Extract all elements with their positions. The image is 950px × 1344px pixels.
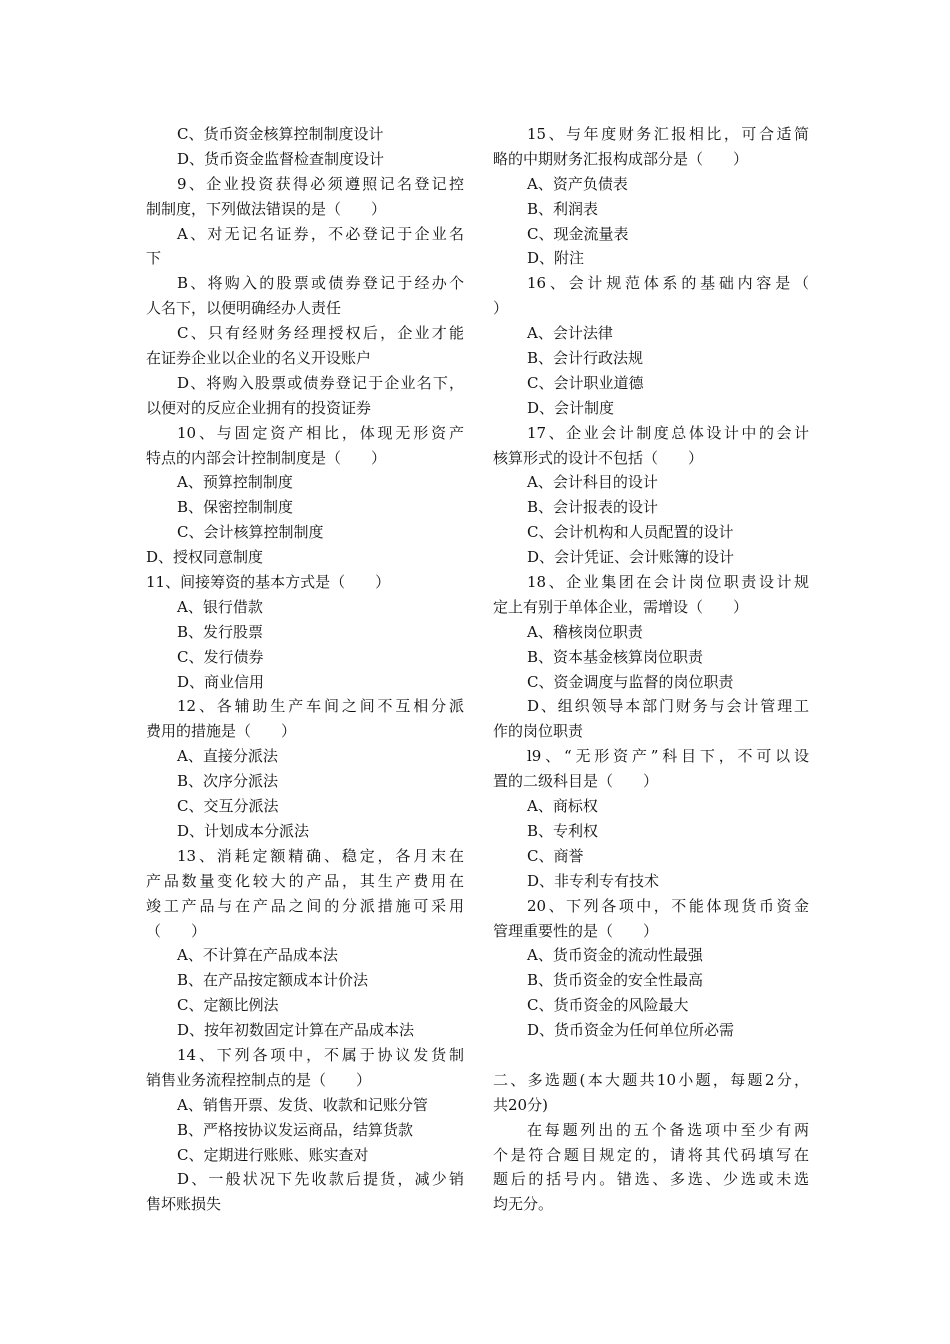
text-line: C、交互分派法 xyxy=(177,797,279,816)
text-line: B、将购入的股票或债券登记于经办个 xyxy=(177,274,464,293)
text-line: D、会计制度 xyxy=(527,398,615,417)
text-line: B、专利权 xyxy=(527,821,599,840)
text-line: B、在产品按定额成本计价法 xyxy=(177,971,369,990)
blank-line xyxy=(493,1043,809,1068)
text-line: 均无分。 xyxy=(493,1195,554,1214)
text-line: D、将购入股票或债券登记于企业名下， xyxy=(177,373,464,392)
text-line: l9、“无形资产”科目下，不可以设 xyxy=(527,747,809,766)
text-line: A、银行借款 xyxy=(177,597,263,616)
text-line: 略的中期财务汇报构成部分是（ ） xyxy=(493,149,749,168)
text-line: D、附注 xyxy=(527,249,585,268)
text-line: A、稽核岗位职责 xyxy=(527,622,643,641)
text-line: A、对无记名证券，不必登记于企业名 xyxy=(177,224,464,243)
text-line: D、组织领导本部门财务与会计管理工 xyxy=(527,697,809,716)
text-line: A、直接分派法 xyxy=(177,747,278,766)
text-line: B、发行股票 xyxy=(177,622,264,641)
text-line: C、会计机构和人员配置的设计 xyxy=(527,523,734,542)
text-line: C、定额比例法 xyxy=(177,996,279,1015)
text-line: A、货币资金的流动性最强 xyxy=(527,946,703,965)
text-line: 在证券企业以企业的名义开设账户 xyxy=(146,349,372,368)
right-column xyxy=(493,122,809,1217)
text-line: C、货币资金的风险最大 xyxy=(527,996,689,1015)
text-line: C、只有经财务经理授权后，企业才能 xyxy=(177,324,464,343)
text-line: A、资产负债表 xyxy=(527,174,628,193)
text-line: B、严格按协议发运商品，结算货款 xyxy=(177,1120,414,1139)
text-line: 核算形式的设计不包括（ ） xyxy=(493,448,704,467)
text-line: 销售业务流程控制点的是（ ） xyxy=(146,1070,372,1089)
text-line: C、现金流量表 xyxy=(527,224,629,243)
text-line: 人名下，以便明确经办人责任 xyxy=(146,299,342,318)
text-line: D、非专利专有技术 xyxy=(527,871,660,890)
text-line: D、按年初数固定计算在产品成本法 xyxy=(177,1021,415,1040)
text-line: B、会计行政法规 xyxy=(527,349,644,368)
text-line: 特点的内部会计控制制度是（ ） xyxy=(146,448,387,467)
text-line: D、货币资金为任何单位所必需 xyxy=(527,1021,735,1040)
text-line: 置的二级科目是（ ） xyxy=(493,772,659,791)
text-line: 9、企业投资获得必须遵照记名登记控 xyxy=(177,174,464,193)
text-line: 管理重要性的是（ ） xyxy=(493,921,659,940)
text-line: 16、会计规范体系的基础内容是（ xyxy=(527,274,809,293)
text-line: 以便对的反应企业拥有的投资证券 xyxy=(146,398,372,417)
text-line: 定上有别于单体企业，需增设（ ） xyxy=(493,597,749,616)
text-line: 竣工产品与在产品之间的分派措施可采用 xyxy=(146,896,464,915)
text-line: 在每题列出的五个备选项中至少有两 xyxy=(527,1120,809,1139)
text-line: 20、下列各项中，不能体现货币资金 xyxy=(527,896,809,915)
text-line: 14、下列各项中，不属于协议发货制 xyxy=(177,1045,464,1064)
text-line: 18、企业集团在会计岗位职责设计规 xyxy=(527,573,809,592)
text-line: D、会计凭证、会计账簿的设计 xyxy=(527,548,735,567)
text-line: A、会计科目的设计 xyxy=(527,473,658,492)
text-line: 二、多选题(本大题共10小题，每题2分， xyxy=(493,1070,809,1089)
text-line: 11、间接筹资的基本方式是（ ） xyxy=(146,573,391,592)
text-line: 题后的括号内。错选、多选、少选或未选 xyxy=(493,1170,809,1189)
text-line: （ ） xyxy=(146,921,207,940)
text-line: C、商誉 xyxy=(527,846,584,865)
text-line: A、会计法律 xyxy=(527,324,613,343)
text-line: D、计划成本分派法 xyxy=(177,821,310,840)
text-line: C、货币资金核算控制制度设计 xyxy=(177,125,384,143)
text-line: 费用的措施是（ ） xyxy=(146,722,297,741)
text-line: A、不计算在产品成本法 xyxy=(177,946,338,965)
text-line: 17、企业会计制度总体设计中的会计 xyxy=(527,423,809,442)
text-line: C、定期进行账账、账实查对 xyxy=(177,1145,369,1164)
text-line: 产品数量变化较大的产品，其生产费用在 xyxy=(146,871,464,890)
text-line: B、会计报表的设计 xyxy=(527,498,659,517)
text-line: D、商业信用 xyxy=(177,672,265,691)
text-line: D、一般状况下先收款后提货，减少销 xyxy=(177,1170,464,1189)
text-line: C、会计职业道德 xyxy=(527,373,644,392)
text-line: A、预算控制制度 xyxy=(177,473,293,492)
text-line: C、发行债券 xyxy=(177,647,264,666)
text-line: 15、与年度财务汇报相比，可合适简 xyxy=(527,125,809,143)
text-line: A、商标权 xyxy=(527,797,598,816)
text-line: 作的岗位职责 xyxy=(493,722,584,741)
text-line: B、资本基金核算岗位职责 xyxy=(527,647,704,666)
text-line: B、货币资金的安全性最高 xyxy=(527,971,704,990)
text-line: A、销售开票、发货、收款和记账分管 xyxy=(177,1095,428,1114)
text-line: 制制度，下列做法错误的是（ ） xyxy=(146,199,387,218)
text-line: D、授权同意制度 xyxy=(146,548,264,567)
text-line: C、会计核算控制制度 xyxy=(177,523,324,542)
text-line: 个是符合题目规定的，请将其代码填写在 xyxy=(493,1145,809,1164)
text-line: 10、与固定资产相比，体现无形资产 xyxy=(177,423,464,442)
left-column xyxy=(146,122,464,1217)
text-line: 下 xyxy=(146,249,162,268)
text-line: 售坏账损失 xyxy=(146,1195,222,1214)
text-line: C、资金调度与监督的岗位职责 xyxy=(527,672,734,691)
text-line: 共20分) xyxy=(493,1095,548,1114)
text-line: ） xyxy=(493,299,509,318)
text-line: D、货币资金监督检查制度设计 xyxy=(177,149,385,168)
text-line: B、保密控制制度 xyxy=(177,498,294,517)
text-line: 12、各辅助生产车间之间不互相分派 xyxy=(177,697,464,716)
text-line: B、次序分派法 xyxy=(177,772,279,791)
text-line: B、利润表 xyxy=(527,199,599,218)
text-line: 13、消耗定额精确、稳定，各月末在 xyxy=(177,846,464,865)
